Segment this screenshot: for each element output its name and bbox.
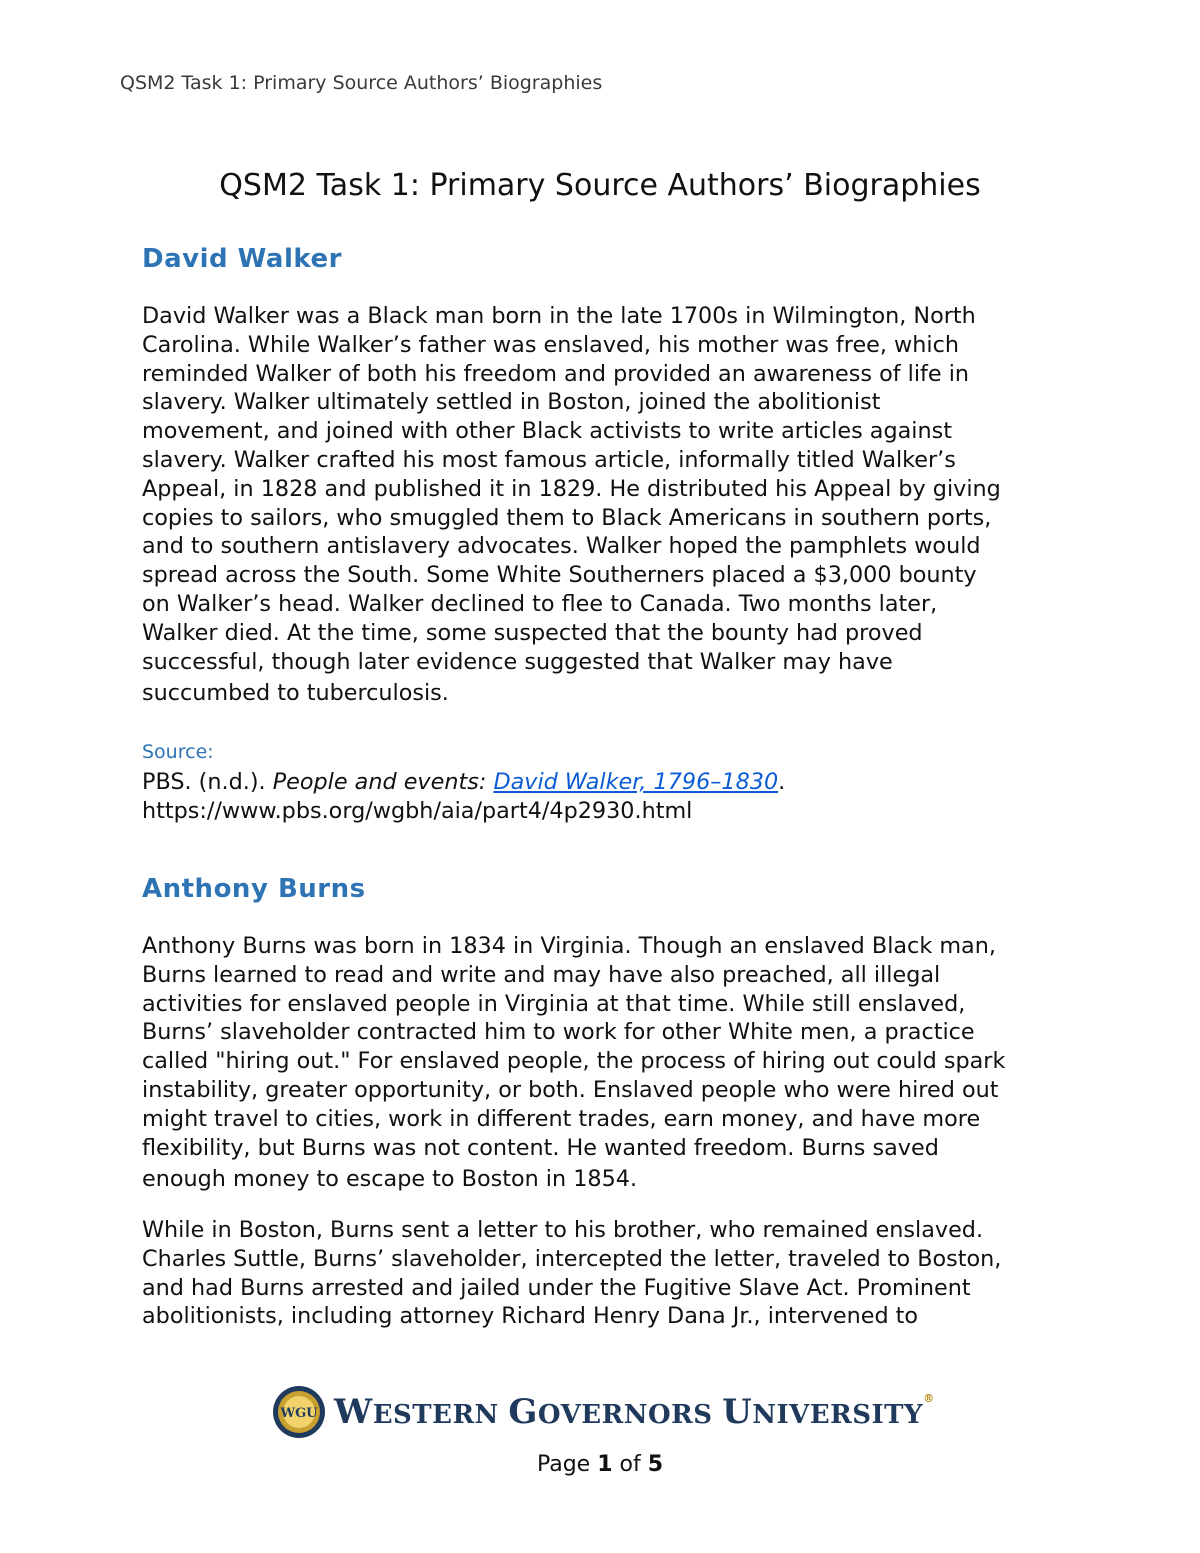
text-line: and had Burns arrested and jailed under the Fugitive Slave Act. Prominent (142, 1274, 971, 1301)
text-line: and to southern antislavery advocates. Walker hoped the pamphlets would (142, 533, 981, 560)
wordmark-text: NIVERSITY (752, 1400, 924, 1430)
text-line: slavery. Walker crafted his most famous article, informally titled Walker’s (142, 446, 956, 473)
page-current: 1 (597, 1452, 613, 1477)
burns-biography-paragraph-1 (142, 932, 1062, 1194)
page-total: 5 (647, 1452, 664, 1477)
citation-link[interactable]: David Walker, 1796–1830 (493, 769, 779, 795)
burns-biography-paragraph-2 (142, 1216, 1062, 1331)
text-line: Anthony Burns was born in 1834 in Virginia. Though an enslaved Black man, (142, 933, 996, 959)
walker-biography-paragraph (142, 302, 1062, 708)
text-line: Burns learned to read and write and may have also preached, all illegal (142, 961, 941, 988)
text-line: copies to sailors, who smuggled them to Black Americans in southern ports, (142, 504, 992, 531)
text-line: spread across the South. Some White Southerners placed a $3,000 bounty (142, 562, 977, 589)
text-line: Burns’ slaveholder contracted him to work for other White men, a practice (142, 1019, 975, 1046)
text-line: slavery. Walker ultimately settled in Boston, joined the abolitionist (142, 389, 881, 416)
text-line: successful, though later evidence suggested that Walker may have (142, 648, 893, 675)
walker-citation (142, 768, 1062, 825)
wordmark-initial: W (334, 1392, 373, 1432)
page-of: of (619, 1452, 641, 1477)
text-line: David Walker was a Black man born in the late 1700s in Wilmington, North (142, 303, 976, 329)
text-line: activities for enslaved people in Virginia at that time. While still enslaved, (142, 990, 966, 1017)
text-line: While in Boston, Burns sent a letter to his brother, who remained enslaved. (142, 1217, 984, 1243)
text-line: called "hiring out." For enslaved people, the process of hiring out could spark (142, 1048, 1006, 1075)
text-line: enough money to escape to Boston in 1854. (142, 1166, 638, 1193)
text-line: Carolina. While Walker’s father was enslaved, his mother was free, which (142, 331, 960, 358)
section-heading-david-walker: David Walker (142, 244, 342, 274)
wordmark-text: OVERNORS (537, 1400, 723, 1430)
text-line: reminded Walker of both his freedom and provided an awareness of life in (142, 360, 970, 387)
wordmark-text: ESTERN (372, 1400, 509, 1430)
wgu-logo (272, 1384, 935, 1440)
text-line: might travel to cities, work in different trades, earn money, and have more (142, 1105, 981, 1132)
document-title: QSM2 Task 1: Primary Source Authors’ Biographies (219, 168, 981, 203)
text-line: instability, greater opportunity, or both. Enslaved people who were hired out (142, 1076, 999, 1103)
source-label: Source: (142, 741, 214, 763)
text-line: flexibility, but Burns was not content. He wanted freedom. Burns saved (142, 1134, 939, 1161)
wordmark-initial: U (722, 1392, 753, 1432)
text-line: on Walker’s head. Walker declined to flee to Canada. Two months later, (142, 590, 938, 617)
page-number (0, 1452, 1200, 1477)
text-line: abolitionists, including attorney Richard Henry Dana Jr., intervened to (142, 1303, 919, 1330)
wgu-seal-icon (272, 1385, 326, 1439)
text-line: succumbed to tuberculosis. (142, 680, 449, 707)
registered-mark: ® (923, 1392, 935, 1405)
citation-period: . (778, 769, 786, 795)
section-heading-anthony-burns: Anthony Burns (142, 874, 366, 904)
text-line: Walker died. At the time, some suspected that the bounty had proved (142, 619, 923, 646)
citation-url: https://www.pbs.org/wgbh/aia/part4/4p2930.html (142, 797, 693, 824)
wgu-wordmark (334, 1392, 935, 1432)
text-line: Charles Suttle, Burns’ slaveholder, intercepted the letter, traveled to Boston, (142, 1245, 1002, 1272)
citation-title: People and events: (272, 769, 494, 795)
text-line: Appeal, in 1828 and published it in 1829. He distributed his Appeal by giving (142, 475, 1001, 502)
text-line: movement, and joined with other Black activists to write articles against (142, 418, 952, 445)
citation-line (142, 768, 1062, 797)
wordmark-initial: G (508, 1392, 538, 1432)
citation-author-date: PBS. (n.d.). (142, 769, 273, 795)
page-word: Page (536, 1452, 591, 1477)
seal-text: WGU (280, 1406, 318, 1421)
running-header: QSM2 Task 1: Primary Source Authors’ Biographies (120, 72, 603, 94)
